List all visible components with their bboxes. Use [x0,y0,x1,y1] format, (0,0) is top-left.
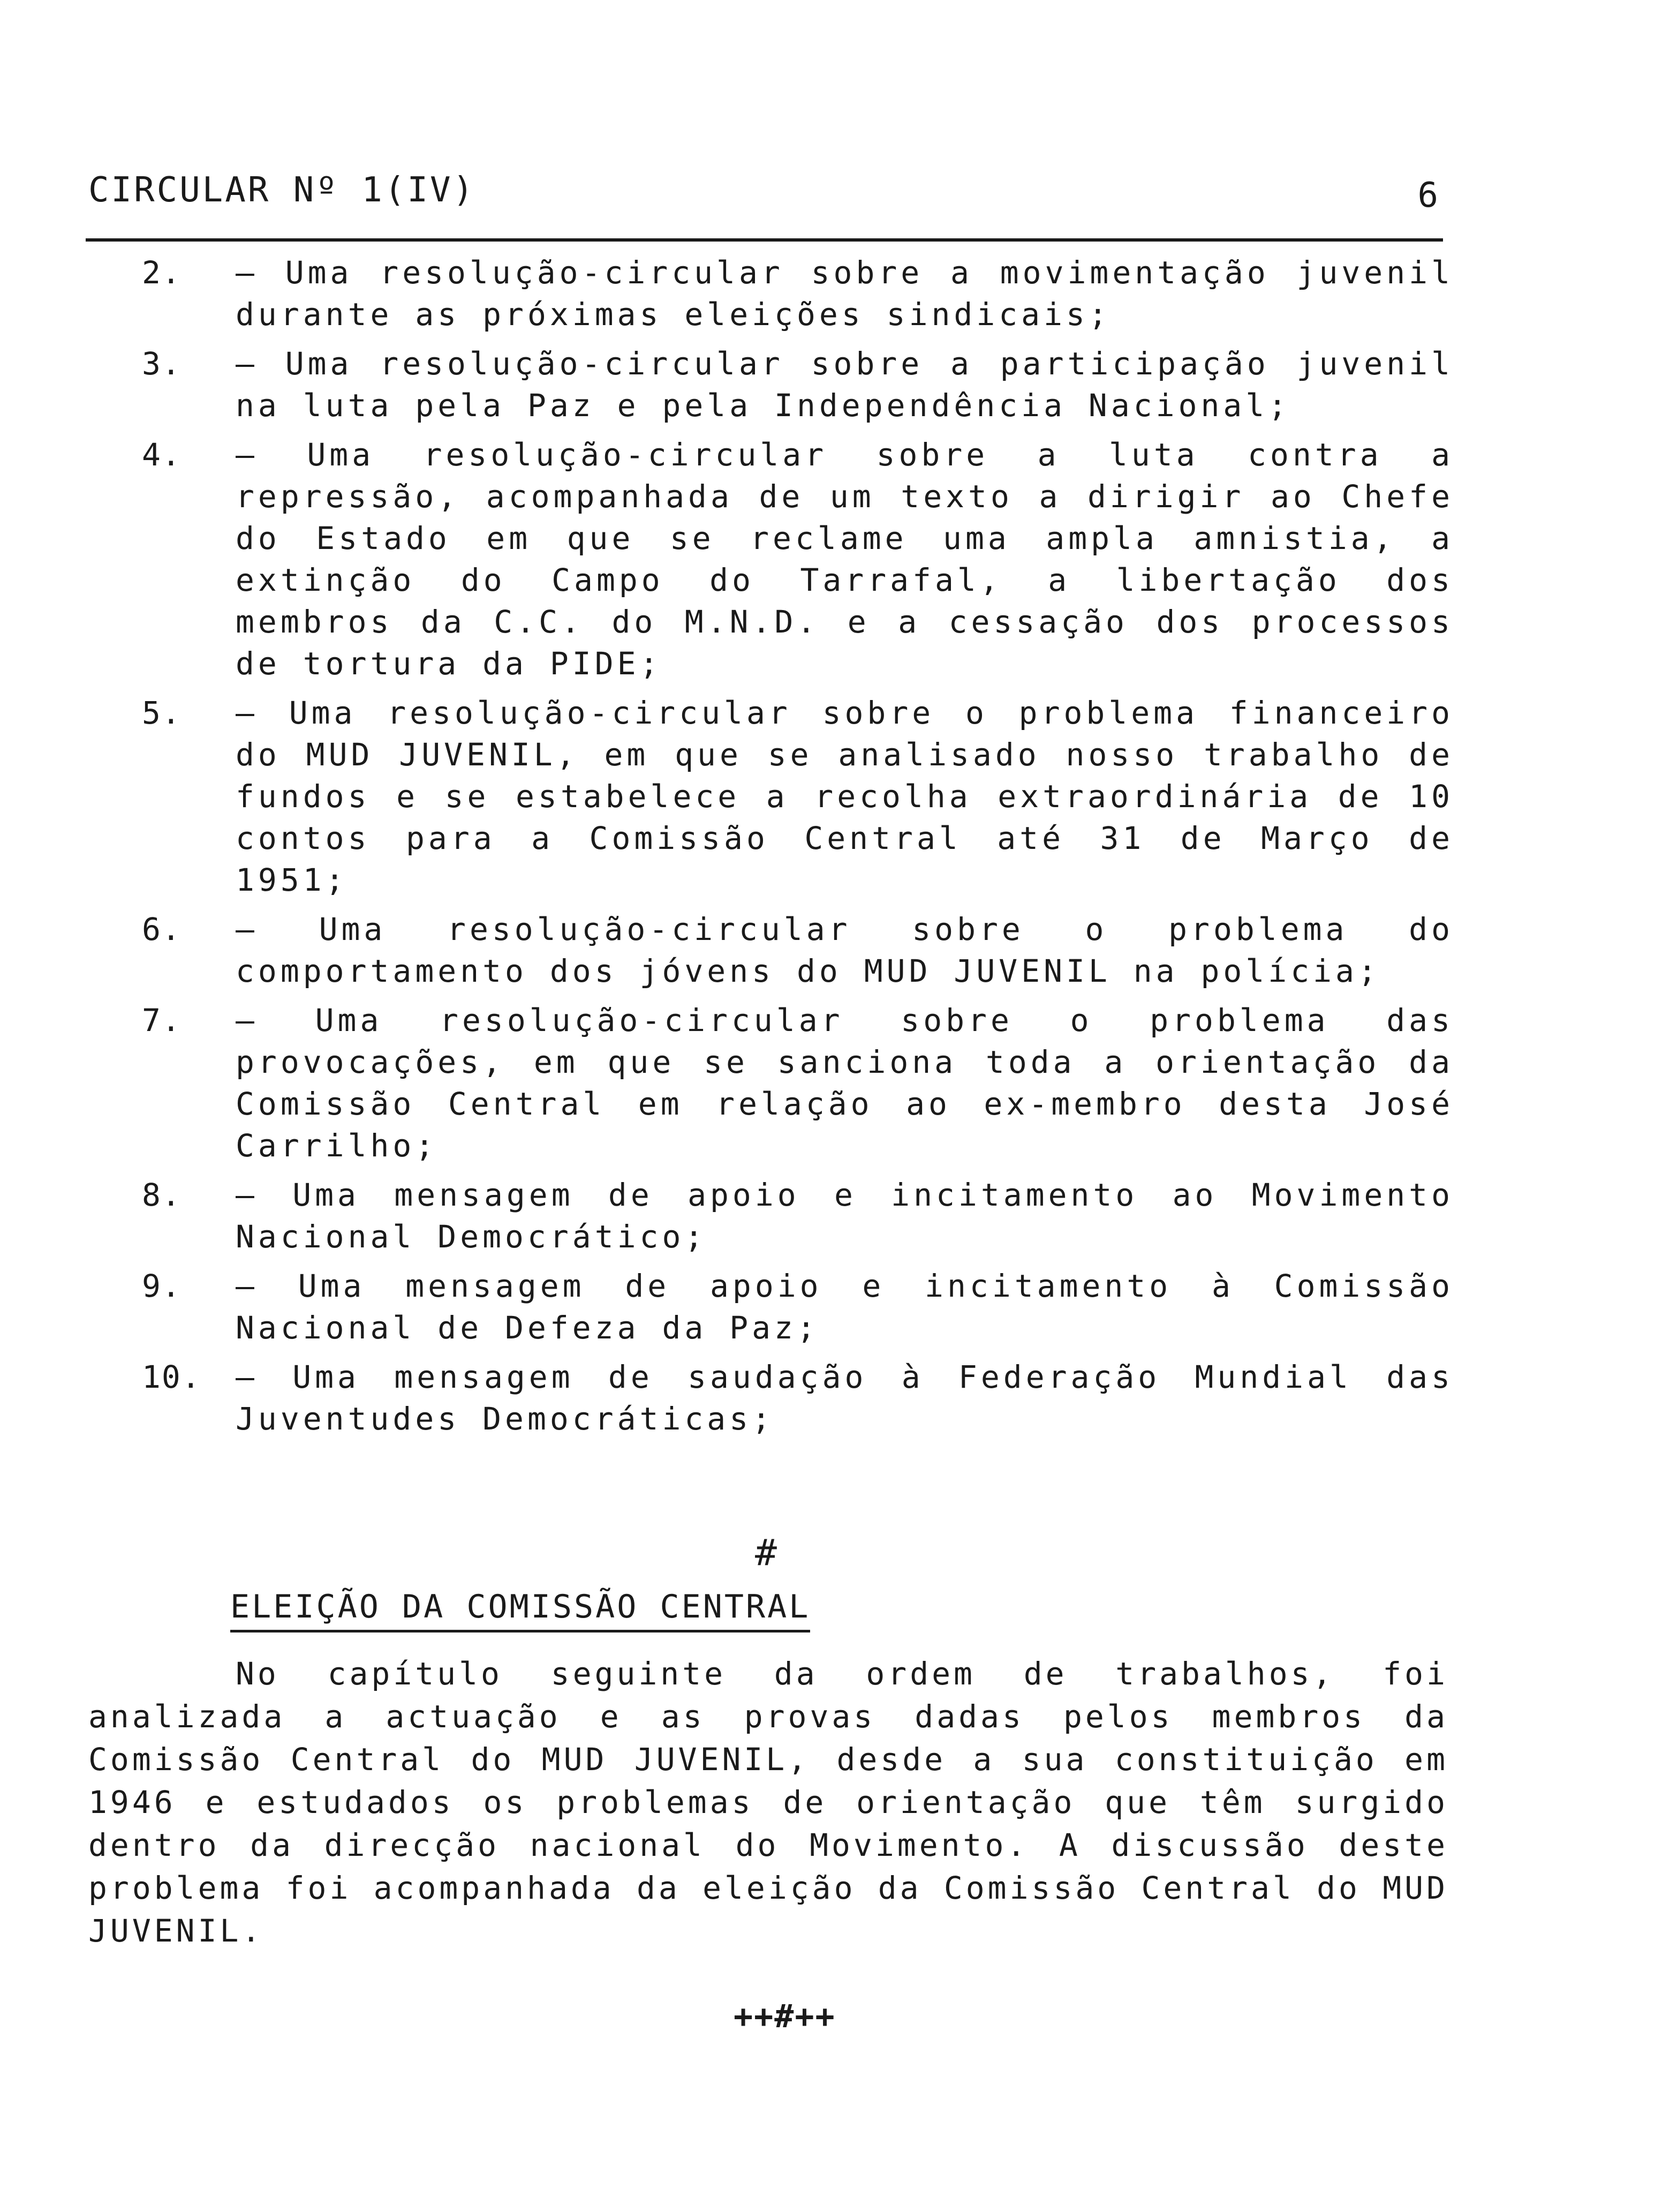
end-mark: ++#++ [734,1998,836,2035]
resolution-list [142,252,1454,1447]
item-number: 8. [142,1177,182,1213]
section-paragraph: No capítulo seguinte da ordem de trabalhos, foi analizada a actuação e as provas dadas pelos membros da Comissão Central do MUD JUVENIL, desde a sua constituição em 1946 e estudados os problemas de orientação que têm surgido dentro da direcção nacional do Movimento. A discussão deste problema foi acompanhada da eleição da Comissão Central do MUD JUVENIL. [88,1656,1448,1949]
item-text: – Uma resolução-circular sobre o problema das provocações, em que se sanciona toda a orientação da Comissão Central em relação ao ex-membro desta José Carrilho; [236,1002,1454,1164]
header-rule [86,238,1443,242]
list-item [142,1356,1454,1440]
item-text: – Uma resolução-circular sobre o problema do comportamento dos jóvens do MUD JUVENIL na polícia; [236,911,1454,989]
list-item [142,999,1454,1167]
list-item [142,343,1454,426]
item-number: 6. [142,911,182,947]
item-text: – Uma mensagem de apoio e incitamento ao Movimento Nacional Democrático; [236,1177,1454,1255]
list-item [142,252,1454,335]
section-separator: # [755,1532,777,1574]
item-number: 7. [142,1002,182,1039]
list-item [142,908,1454,992]
item-number: 5. [142,695,182,731]
item-number: 2. [142,254,182,291]
item-text: – Uma mensagem de saudação à Federação Mundial das Juventudes Democráticas; [236,1359,1454,1437]
list-item [142,692,1454,901]
section-heading: ELEIÇÃO DA COMISSÃO CENTRAL [230,1588,810,1632]
item-text: – Uma resolução-circular sobre a movimentação juvenil durante as próximas eleições sindicais; [236,254,1454,333]
item-number: 3. [142,345,182,382]
item-text: – Uma resolução-circular sobre o problema financeiro do MUD JUVENIL, em que se analisado nosso trabalho de fundos e se estabelece a recolha extraordinária de 10 contos para a Comissão Central até 31 de Março de 1951; [236,695,1454,898]
item-number: 9. [142,1268,182,1304]
item-number: 10. [142,1359,201,1395]
page-number: 6 [1417,176,1440,215]
circular-title: CIRCULAR Nº 1(IV) [88,170,476,210]
item-text: – Uma resolução-circular sobre a participação juvenil na luta pela Paz e pela Independência Nacional; [236,345,1454,424]
list-item [142,1265,1454,1349]
list-item [142,434,1454,684]
item-text: – Uma mensagem de apoio e incitamento à Comissão Nacional de Defeza da Paz; [236,1268,1454,1346]
item-number: 4. [142,437,182,473]
item-text: – Uma resolução-circular sobre a luta contra a repressão, acompanhada de um texto a dirigir ao Chefe do Estado em que se reclame uma ampla amnistia, a extinção do Campo do Tarrafal, a libertação dos membros da C.C. do M.N.D. e a cessação dos processos de tortura da PIDE; [236,437,1454,682]
list-item [142,1174,1454,1258]
